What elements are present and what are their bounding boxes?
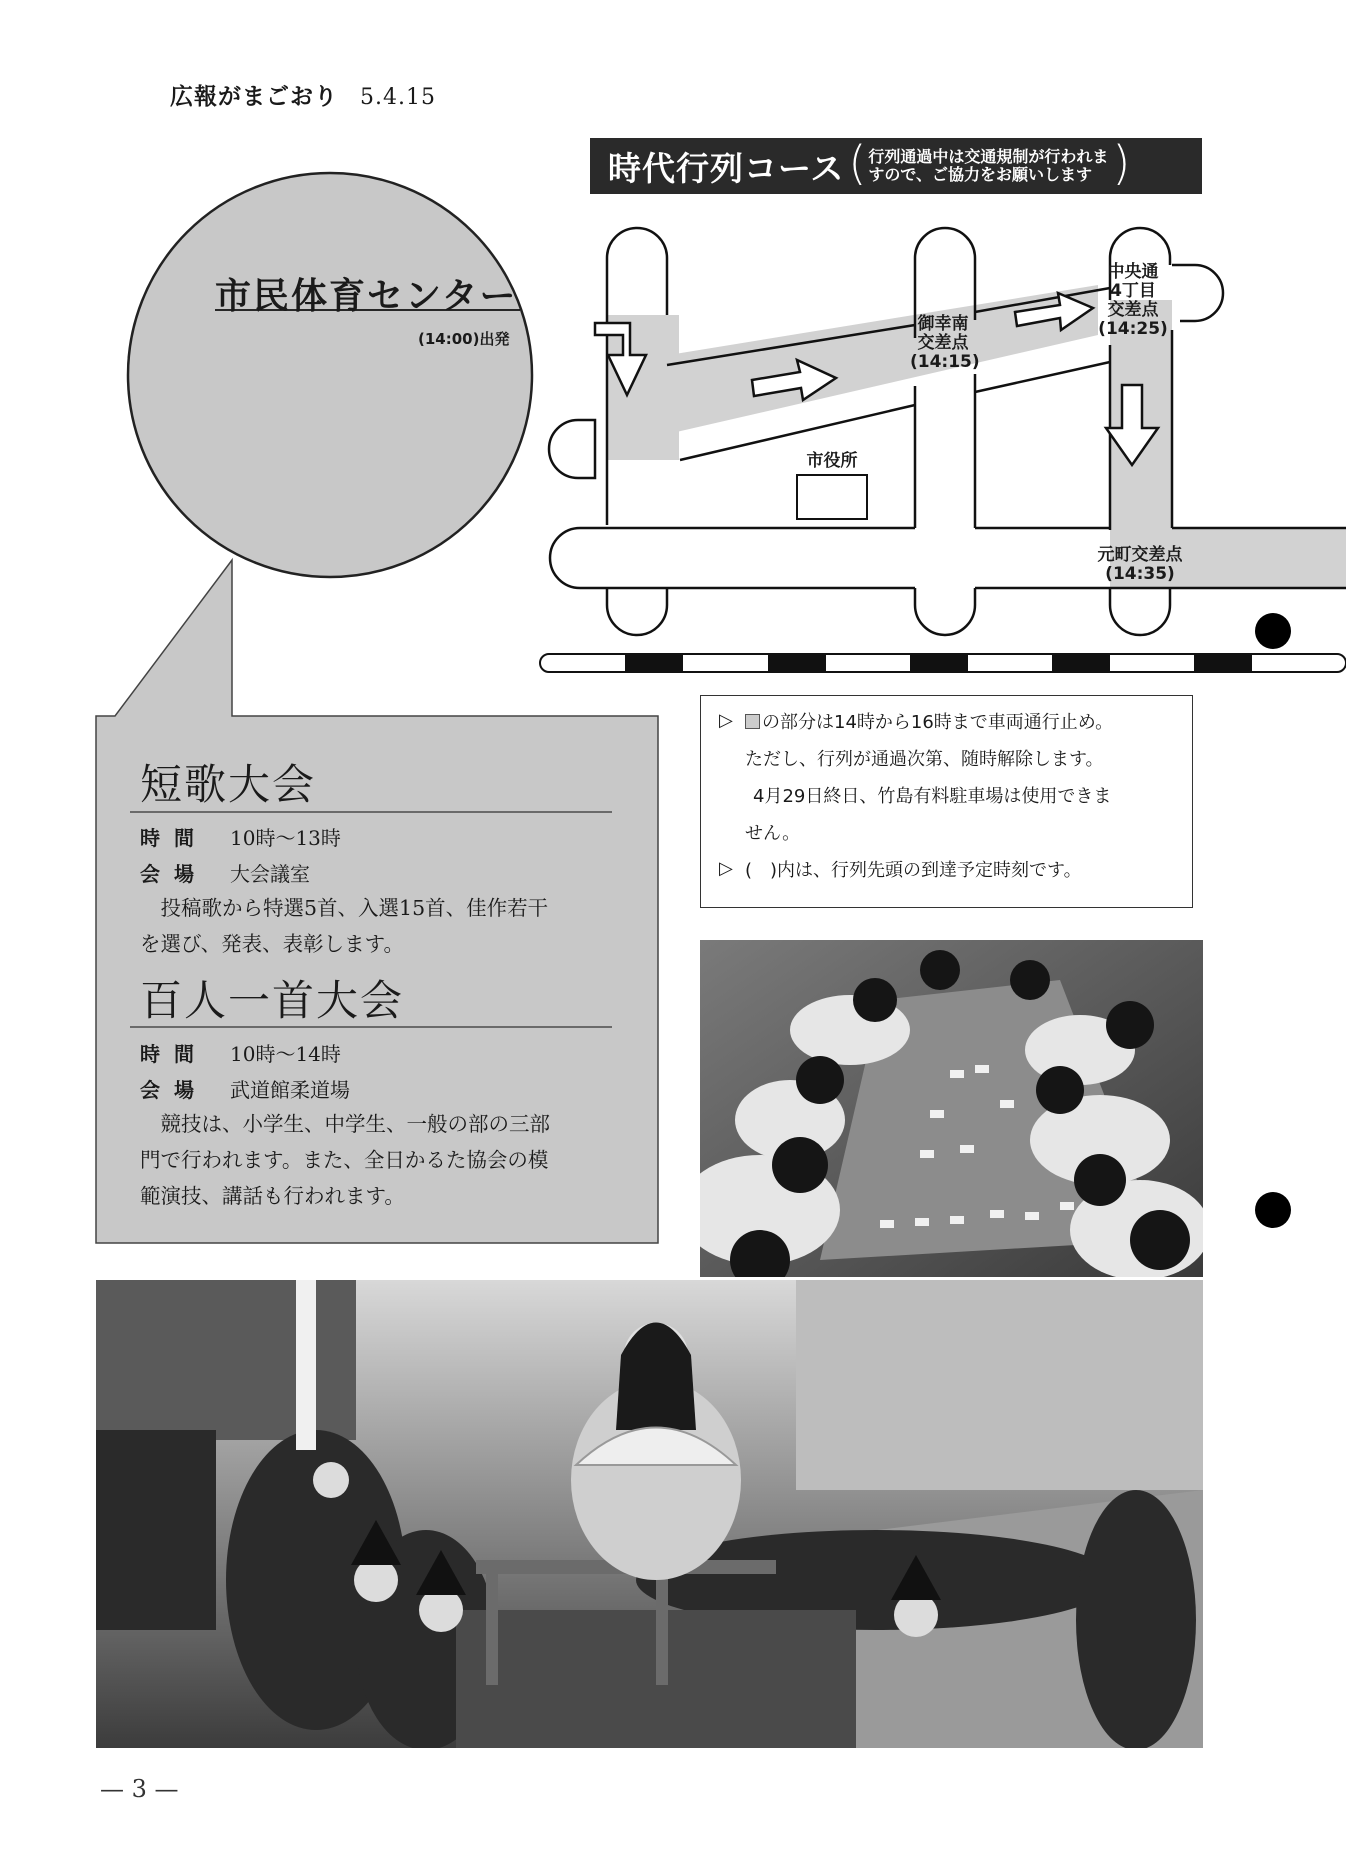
hyakunin-title: 百人一首大会 bbox=[140, 976, 405, 1025]
start-time: (14:00)出発 bbox=[418, 330, 510, 348]
publication-title: 広報がまごおり bbox=[170, 84, 338, 110]
hyakunin-time-row: 時間 10時〜14時 bbox=[140, 1042, 341, 1066]
tanka-time-row: 時間 10時〜13時 bbox=[140, 826, 341, 850]
start-location-name: 市民体育センター bbox=[215, 276, 518, 317]
start-location-circle bbox=[128, 173, 532, 577]
notice-item: ( )内は、行列先頭の到達予定時刻です。 bbox=[745, 860, 1082, 881]
map-title: 時代行列コース bbox=[608, 148, 845, 188]
parade-photo bbox=[96, 1280, 1203, 1748]
traffic-notice bbox=[700, 695, 1193, 908]
triangle-marker-icon: ▷ bbox=[719, 858, 733, 879]
punch-hole bbox=[1255, 1192, 1291, 1228]
tanka-venue-row: 会場 大会議室 bbox=[140, 862, 310, 886]
tanka-title: 短歌大会 bbox=[140, 760, 317, 809]
map-title-bar: 時代行列コース ( 行列通過中は交通規制が行われま すので、ご協力をお願いします ) bbox=[590, 138, 1202, 194]
publication-date: 5.4.15 bbox=[360, 85, 436, 110]
hyakunin-description: 競技は、小学生、中学生、一般の部の三部 門で行われます。また、全日かるた協会の模 範演技、講話も行われます。 bbox=[140, 1112, 550, 1208]
motomachi-label: 元町交差点 (14:35) bbox=[1097, 545, 1183, 584]
misaki-minami-label: 御幸南 交差点 (14:15) bbox=[910, 314, 980, 372]
city-hall-box bbox=[797, 475, 867, 519]
page-number: — 3 — bbox=[100, 1775, 179, 1803]
notice-item: の部分は14時から16時まで車両通行止め。 ただし、行列が通過次第、随時解除します。 4月29日終日、竹島有料駐車場は使用できま せん。 bbox=[745, 712, 1114, 844]
gray-square-icon bbox=[745, 714, 760, 729]
tanka-description: 投稿歌から特選5首、入選15首、佳作若干 を選び、発表、表彰します。 bbox=[140, 896, 549, 956]
karuta-photo bbox=[700, 940, 1203, 1277]
chuo-dori-label: 中央通 4丁目 交差点 (14:25) bbox=[1098, 262, 1168, 339]
hyakunin-venue-row: 会場 武道館柔道場 bbox=[140, 1078, 350, 1102]
map-title-note: 行列通過中は交通規制が行われま すので、ご協力をお願いします bbox=[868, 147, 1109, 184]
punch-hole bbox=[1255, 613, 1291, 649]
route-start-segment bbox=[607, 315, 679, 460]
triangle-marker-icon: ▷ bbox=[719, 710, 733, 731]
railway bbox=[540, 654, 1346, 672]
city-hall-label: 市役所 bbox=[806, 451, 858, 471]
